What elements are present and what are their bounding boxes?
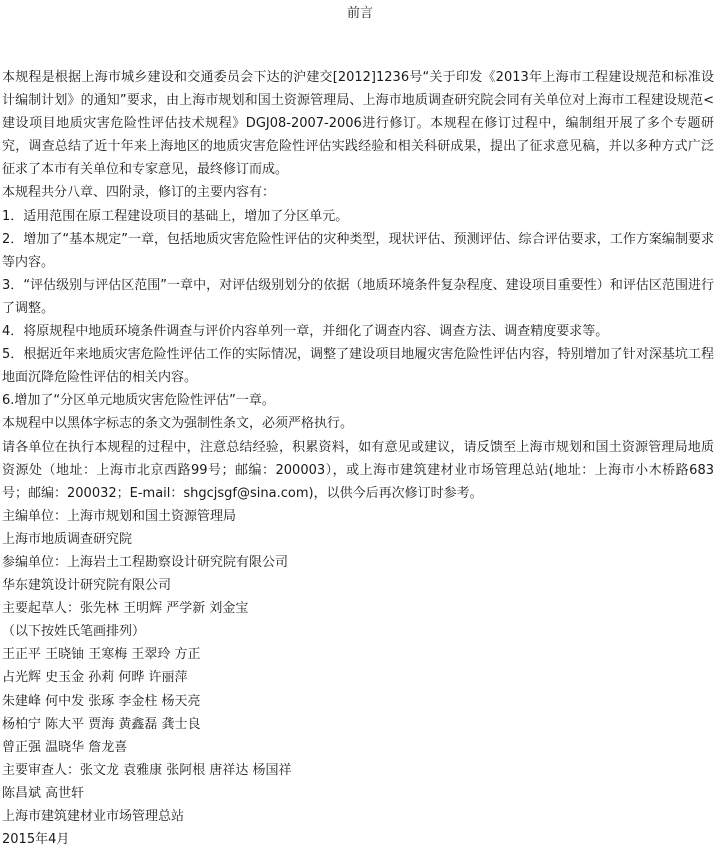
revision-summary-heading: 本规程共分八章、四附录，修订的主要内容有：: [2, 185, 276, 201]
main-drafters: 主要起草人：张先林 王明辉 严学新 刘金宝: [2, 601, 249, 617]
publisher: 上海市建筑建材业市场管理总站: [2, 809, 185, 824]
feedback-paragraph: 请各单位在执行本规程的过程中，注意总结经验，积累资料，如有意见或建议，请反馈至上海市规划和国土资源管理局地质资源处（地址：上海市北京西路99号；邮编：200003），或上海市建筑建材业市场管理总站(地址：上海市小木桥路683号；邮编：200032；E-mail：shgcjsgf@sina.com)，以供今后再次修订时参考。: [2, 439, 714, 501]
document-body: [2, 66, 714, 851]
chief-editor-unit-2: 上海市地质调查研究院: [2, 531, 133, 547]
revision-item-4: 4．将原规程中地质环境条件调查与评价内容单列一章，并细化了调查内容、调查方法、调查精度要求等。: [2, 324, 609, 340]
reviewers-row-2: 陈昌斌 高世轩: [2, 785, 85, 801]
drafters-row-5: 曾正强 温晓华 詹龙喜: [2, 739, 128, 755]
main-reviewers: 主要审查人：张文龙 袁雅康 张阿根 唐祥达 杨国祥: [2, 762, 292, 778]
participating-unit-2: 华东建筑设计研究院有限公司: [2, 578, 172, 594]
revision-item-1: 1．适用范围在原工程建设项目的基础上，增加了分区单元。: [2, 208, 349, 224]
publication-date: 2015年4月: [2, 832, 70, 848]
intro-paragraph: 本规程是根据上海市城乡建设和交通委员会下达的沪建交[2012]1236号“关于印发《2013年上海市工程建设规范和标准设计编制计划》的通知”要求，由上海市规划和国土资源管理局、上海市地质调查研究院会同有关单位对上海市工程建设规范<建设项目地质灾害危险性评估技术规程》DGJ08-2007-2006进行修订。本规程在修订过程中，编制组开展了多个专题研究，调查总结了近十年来上海地区的地质灾害危险性评估实践经验和相关科研成果，提出了征求意见稿，并以多种方式广泛征求了本市有关单位和专家意见，最终修订而成。: [2, 70, 714, 178]
revision-item-5: 5．根据近年来地质灾害危险性评估工作的实际情况，调整了建设项目地履灾害危险性评估内容，特别增加了针对深基坑工程地面沉降危险性评估的相关内容。: [2, 347, 714, 386]
page-title: 前言: [346, 6, 373, 21]
revision-item-6: 6.增加了“分区单元地质灾害危险性评估”一章。: [2, 393, 275, 409]
revision-item-3: 3．“评估级别与评估区范围”一章中，对评估级别划分的依据（地质环境条件复杂程度、建设项目重要性）和评估区范围进行了调整。: [2, 277, 714, 316]
drafters-row-1: 王正平 王晓铀 王寒梅 王翠玲 方正: [2, 647, 201, 663]
revision-item-2: 2．增加了“基本规定”一章，包括地质灾害危险性评估的灾种类型，现状评估、预测评估、综合评估要求，工作方案编制要求等内容。: [2, 231, 714, 270]
chief-editor-unit: 主编单位：上海市规划和国土资源管理局: [2, 508, 237, 524]
participating-unit: 参编单位：上海岩土工程勘察设计研究院有限公司: [2, 554, 289, 570]
mandatory-clause-note: 本规程中以黑体字标志的条文为强制性条文，必须严格执行。: [2, 416, 354, 432]
ordering-note: （以下按姓氏笔画排列）: [2, 624, 146, 640]
drafters-row-3: 朱建峰 何中发 张琢 李金柱 杨天亮: [2, 693, 201, 709]
drafters-row-4: 杨柏宁 陈大平 贾海 黄鑫磊 龚士良: [2, 716, 201, 732]
drafters-row-2: 占光辉 史玉金 孙莉 何晔 许丽萍: [2, 670, 188, 686]
